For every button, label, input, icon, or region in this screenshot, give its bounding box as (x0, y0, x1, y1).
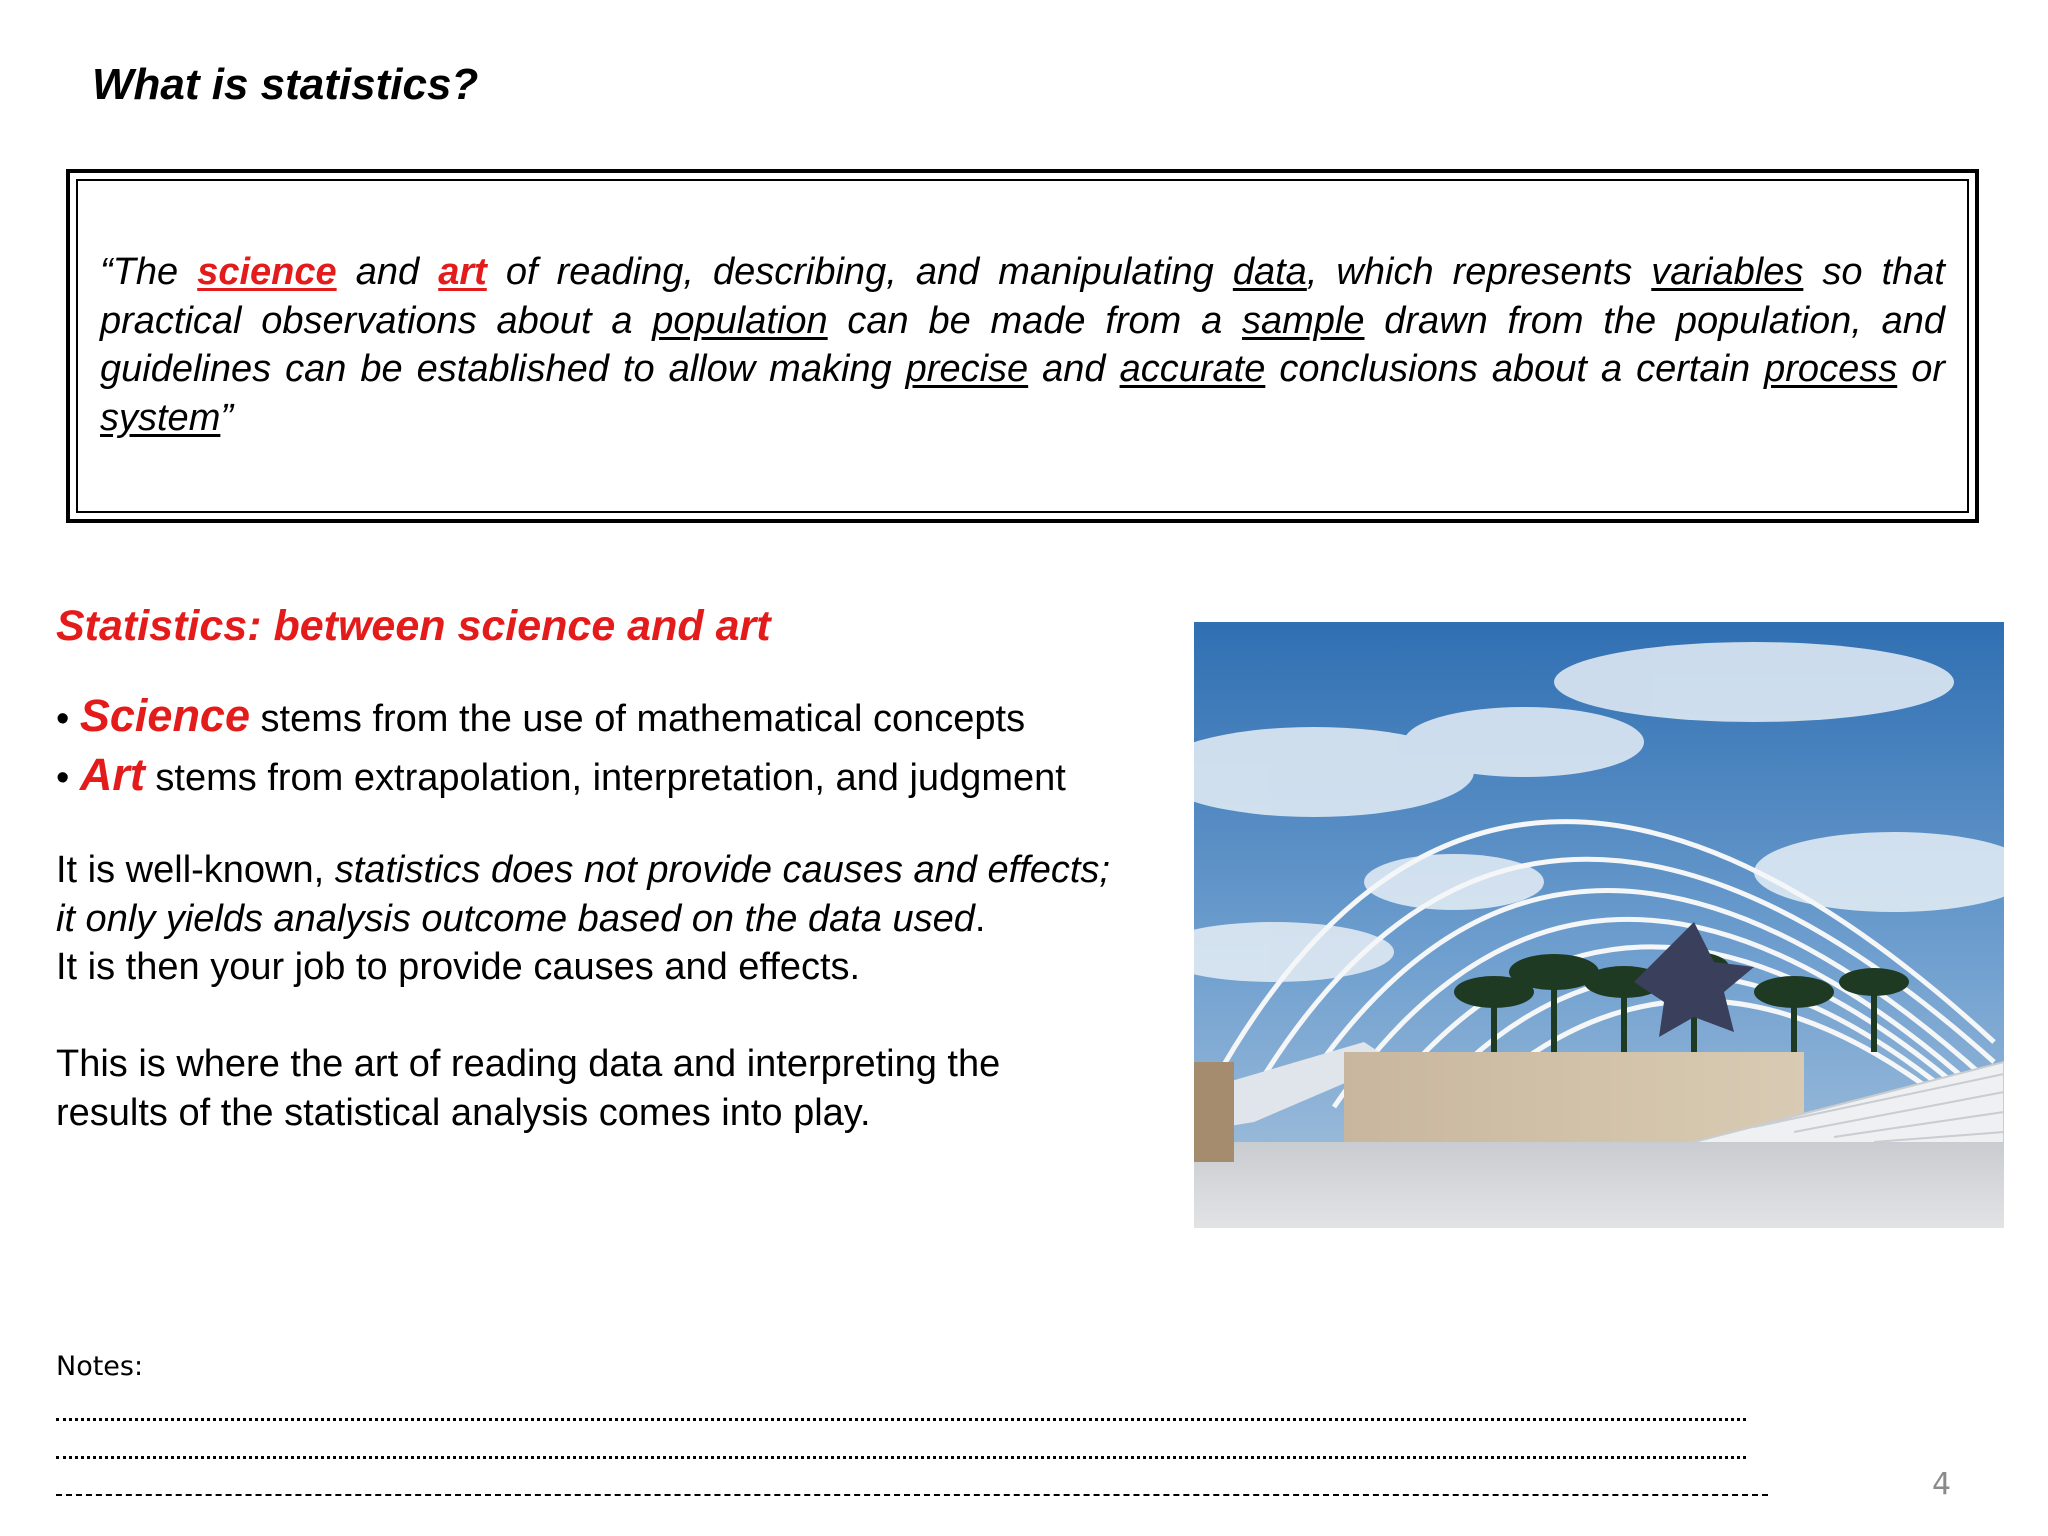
photo-building-left (1194, 1062, 1234, 1162)
term-precise: precise (905, 348, 1029, 390)
term-population: population (652, 299, 828, 342)
bullet-marker: • (56, 698, 70, 740)
bullet-marker: • (56, 757, 70, 799)
quote-text: or (1897, 348, 1945, 390)
term-sample: sample (1242, 299, 1365, 342)
notes-dashed-line (56, 1494, 1768, 1496)
paragraph-line: It is then your job to provide causes and effects. (56, 946, 861, 988)
bullet-keyword: Art (79, 749, 145, 800)
quote-text: of reading, describing, and manipulating (486, 251, 1233, 293)
notes-label: Notes: (56, 1351, 144, 1382)
paragraph-period: . (974, 897, 986, 940)
keyword-science: science (197, 251, 337, 293)
quote-text: ” (220, 396, 234, 439)
bullet-text: stems from extrapolation, interpretation, and judgment (144, 757, 1066, 799)
quote-text: and (1028, 348, 1120, 390)
quote-text: so that practical observations about a (100, 251, 1945, 342)
notes-dotted-line (56, 1456, 1746, 1459)
bullet-item-science (56, 688, 1066, 747)
paragraph-line (56, 846, 1110, 895)
quote-text: “The (100, 251, 198, 293)
bullet-item-art (56, 747, 1066, 806)
bullet-list (56, 688, 1066, 806)
quote-text: drawn from the population, and guidelines can be established to allow making (100, 299, 1946, 390)
quote-text: , which represents (1306, 251, 1652, 293)
quote-text: can be made from a (827, 299, 1242, 342)
paragraph-line: This is where the art of reading data and interpreting the (56, 1043, 1001, 1085)
slide-title: What is statistics? (92, 60, 479, 109)
quote-text: conclusions about a certain (1265, 348, 1765, 390)
term-variables: variables (1651, 251, 1804, 293)
keyword-art: art (438, 251, 487, 293)
notes-dotted-line (56, 1418, 1746, 1421)
page-number: 4 (1932, 1467, 1952, 1502)
paragraph-lead: It is well-known, (56, 849, 335, 891)
term-accurate: accurate (1119, 348, 1266, 390)
section-heading: Statistics: between science and art (56, 602, 771, 650)
bullet-keyword: Science (79, 690, 250, 741)
term-system: system (100, 396, 221, 439)
paragraph-italic: statistics does not provide causes and effects; (334, 849, 1110, 891)
paragraph-line (56, 895, 1110, 944)
paragraph-line: results of the statistical analysis comes into play. (56, 1091, 871, 1134)
paragraph-art-of-reading (56, 1040, 1000, 1137)
photo-wall (1344, 1052, 1804, 1142)
paragraph-italic: it only yields analysis outcome based on the data used (56, 897, 975, 940)
definition-quote (100, 248, 1945, 442)
photo-ground (1194, 1142, 2004, 1228)
term-process: process (1764, 348, 1898, 390)
bullet-text: stems from the use of mathematical concepts (250, 698, 1026, 740)
architecture-photo (1194, 622, 2004, 1228)
paragraph-causes-effects (56, 846, 1110, 992)
quote-text: and (336, 251, 439, 293)
term-data: data (1232, 251, 1307, 293)
